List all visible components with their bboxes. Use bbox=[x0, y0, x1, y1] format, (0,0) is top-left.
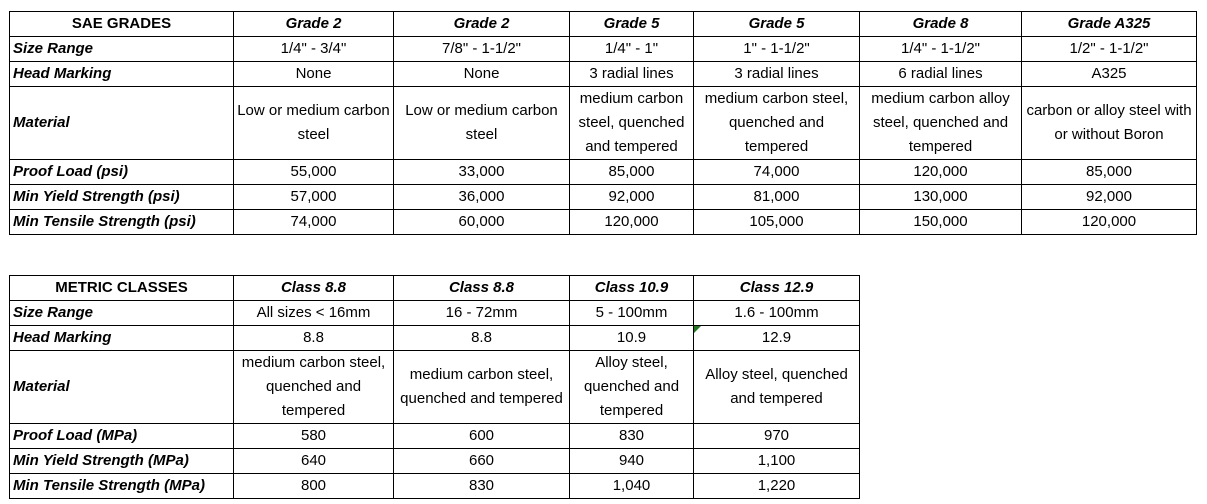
row-label: Material bbox=[10, 87, 234, 160]
table-cell: 8.8 bbox=[234, 326, 394, 351]
cell-text: 12.9 bbox=[761, 329, 792, 346]
table-cell: 830 bbox=[570, 424, 694, 449]
row-label: Min Yield Strength (MPa) bbox=[10, 449, 234, 474]
row-label: Proof Load (MPa) bbox=[10, 424, 234, 449]
table-cell: 940 bbox=[570, 449, 694, 474]
table-cell: 640 bbox=[234, 449, 394, 474]
table-cell: 74,000 bbox=[694, 160, 860, 185]
table-cell: 150,000 bbox=[860, 210, 1022, 235]
table-cell: Alloy steel, quenched and tempered bbox=[694, 351, 860, 424]
table-cell: Low or medium carbon steel bbox=[234, 87, 394, 160]
table-header-row bbox=[10, 276, 860, 301]
row-label: Head Marking bbox=[10, 326, 234, 351]
table-cell: 1,220 bbox=[694, 474, 860, 499]
table-cell: 57,000 bbox=[234, 185, 394, 210]
table-cell: 92,000 bbox=[1022, 185, 1197, 210]
table-cell: medium carbon alloy steel, quenched and tempered bbox=[860, 87, 1022, 160]
table-cell: None bbox=[394, 62, 570, 87]
row-label: Material bbox=[10, 351, 234, 424]
column-header: Class 8.8 bbox=[394, 276, 570, 301]
table-cell: medium carbon steel, quenched and tempered bbox=[394, 351, 570, 424]
table-cell: 120,000 bbox=[860, 160, 1022, 185]
table-row bbox=[10, 37, 1197, 62]
table-cell: 16 - 72mm bbox=[394, 301, 570, 326]
column-header: Class 12.9 bbox=[694, 276, 860, 301]
table-cell bbox=[694, 326, 860, 351]
row-label: Min Tensile Strength (MPa) bbox=[10, 474, 234, 499]
table-cell: All sizes < 16mm bbox=[234, 301, 394, 326]
table-cell: 1/4" - 1-1/2" bbox=[860, 37, 1022, 62]
sae-grades-heading: SAE GRADES bbox=[10, 12, 234, 37]
comment-indicator-icon bbox=[694, 326, 701, 333]
table-cell: 1.6 - 100mm bbox=[694, 301, 860, 326]
column-header: Grade 2 bbox=[394, 12, 570, 37]
table-row bbox=[10, 449, 860, 474]
table-cell: 970 bbox=[694, 424, 860, 449]
column-header: Class 10.9 bbox=[570, 276, 694, 301]
table-cell: 3 radial lines bbox=[570, 62, 694, 87]
table-cell: 74,000 bbox=[234, 210, 394, 235]
table-cell: 5 - 100mm bbox=[570, 301, 694, 326]
column-header: Grade 8 bbox=[860, 12, 1022, 37]
sae-grades-table bbox=[9, 11, 1197, 235]
table-row bbox=[10, 351, 860, 424]
table-row bbox=[10, 210, 1197, 235]
table-cell: 3 radial lines bbox=[694, 62, 860, 87]
table-cell: 120,000 bbox=[570, 210, 694, 235]
table-header-row bbox=[10, 12, 1197, 37]
table-cell: 81,000 bbox=[694, 185, 860, 210]
metric-classes-table bbox=[9, 275, 860, 499]
column-header: Class 8.8 bbox=[234, 276, 394, 301]
table-cell: 10.9 bbox=[570, 326, 694, 351]
row-label: Size Range bbox=[10, 301, 234, 326]
row-label: Head Marking bbox=[10, 62, 234, 87]
table-cell: 92,000 bbox=[570, 185, 694, 210]
table-cell: 1/4" - 3/4" bbox=[234, 37, 394, 62]
metric-classes-heading: METRIC CLASSES bbox=[10, 276, 234, 301]
table-cell: 580 bbox=[234, 424, 394, 449]
table-cell: 1/4" - 1" bbox=[570, 37, 694, 62]
table-cell: 1,040 bbox=[570, 474, 694, 499]
table-cell: Alloy steel, quenched and tempered bbox=[570, 351, 694, 424]
table-cell: 660 bbox=[394, 449, 570, 474]
table-cell: A325 bbox=[1022, 62, 1197, 87]
row-label: Proof Load (psi) bbox=[10, 160, 234, 185]
table-row bbox=[10, 301, 860, 326]
table-cell: 6 radial lines bbox=[860, 62, 1022, 87]
table-cell: 7/8" - 1-1/2" bbox=[394, 37, 570, 62]
table-cell: 120,000 bbox=[1022, 210, 1197, 235]
row-label: Size Range bbox=[10, 37, 234, 62]
table-cell: 830 bbox=[394, 474, 570, 499]
table-cell: 1/2" - 1-1/2" bbox=[1022, 37, 1197, 62]
row-label: Min Yield Strength (psi) bbox=[10, 185, 234, 210]
table-row bbox=[10, 62, 1197, 87]
table-row bbox=[10, 185, 1197, 210]
table-cell: 60,000 bbox=[394, 210, 570, 235]
table-row bbox=[10, 326, 860, 351]
table-cell: 55,000 bbox=[234, 160, 394, 185]
table-cell: 8.8 bbox=[394, 326, 570, 351]
table-cell: 105,000 bbox=[694, 210, 860, 235]
table-cell: None bbox=[234, 62, 394, 87]
table-row bbox=[10, 474, 860, 499]
table-row bbox=[10, 87, 1197, 160]
table-cell: 800 bbox=[234, 474, 394, 499]
table-cell: 85,000 bbox=[1022, 160, 1197, 185]
column-header: Grade 5 bbox=[694, 12, 860, 37]
table-cell: 85,000 bbox=[570, 160, 694, 185]
table-cell: Low or medium carbon steel bbox=[394, 87, 570, 160]
table-cell: 36,000 bbox=[394, 185, 570, 210]
table-cell: 33,000 bbox=[394, 160, 570, 185]
column-header: Grade 2 bbox=[234, 12, 394, 37]
table-cell: medium carbon steel, quenched and tempered bbox=[694, 87, 860, 160]
table-cell: carbon or alloy steel with or without Boron bbox=[1022, 87, 1197, 160]
table-cell: medium carbon steel, quenched and tempered bbox=[234, 351, 394, 424]
table-row bbox=[10, 424, 860, 449]
table-cell: 130,000 bbox=[860, 185, 1022, 210]
table-cell: medium carbon steel, quenched and tempered bbox=[570, 87, 694, 160]
table-cell: 1,100 bbox=[694, 449, 860, 474]
table-row bbox=[10, 160, 1197, 185]
row-label: Min Tensile Strength (psi) bbox=[10, 210, 234, 235]
table-cell: 1" - 1-1/2" bbox=[694, 37, 860, 62]
table-cell: 600 bbox=[394, 424, 570, 449]
column-header: Grade 5 bbox=[570, 12, 694, 37]
column-header: Grade A325 bbox=[1022, 12, 1197, 37]
